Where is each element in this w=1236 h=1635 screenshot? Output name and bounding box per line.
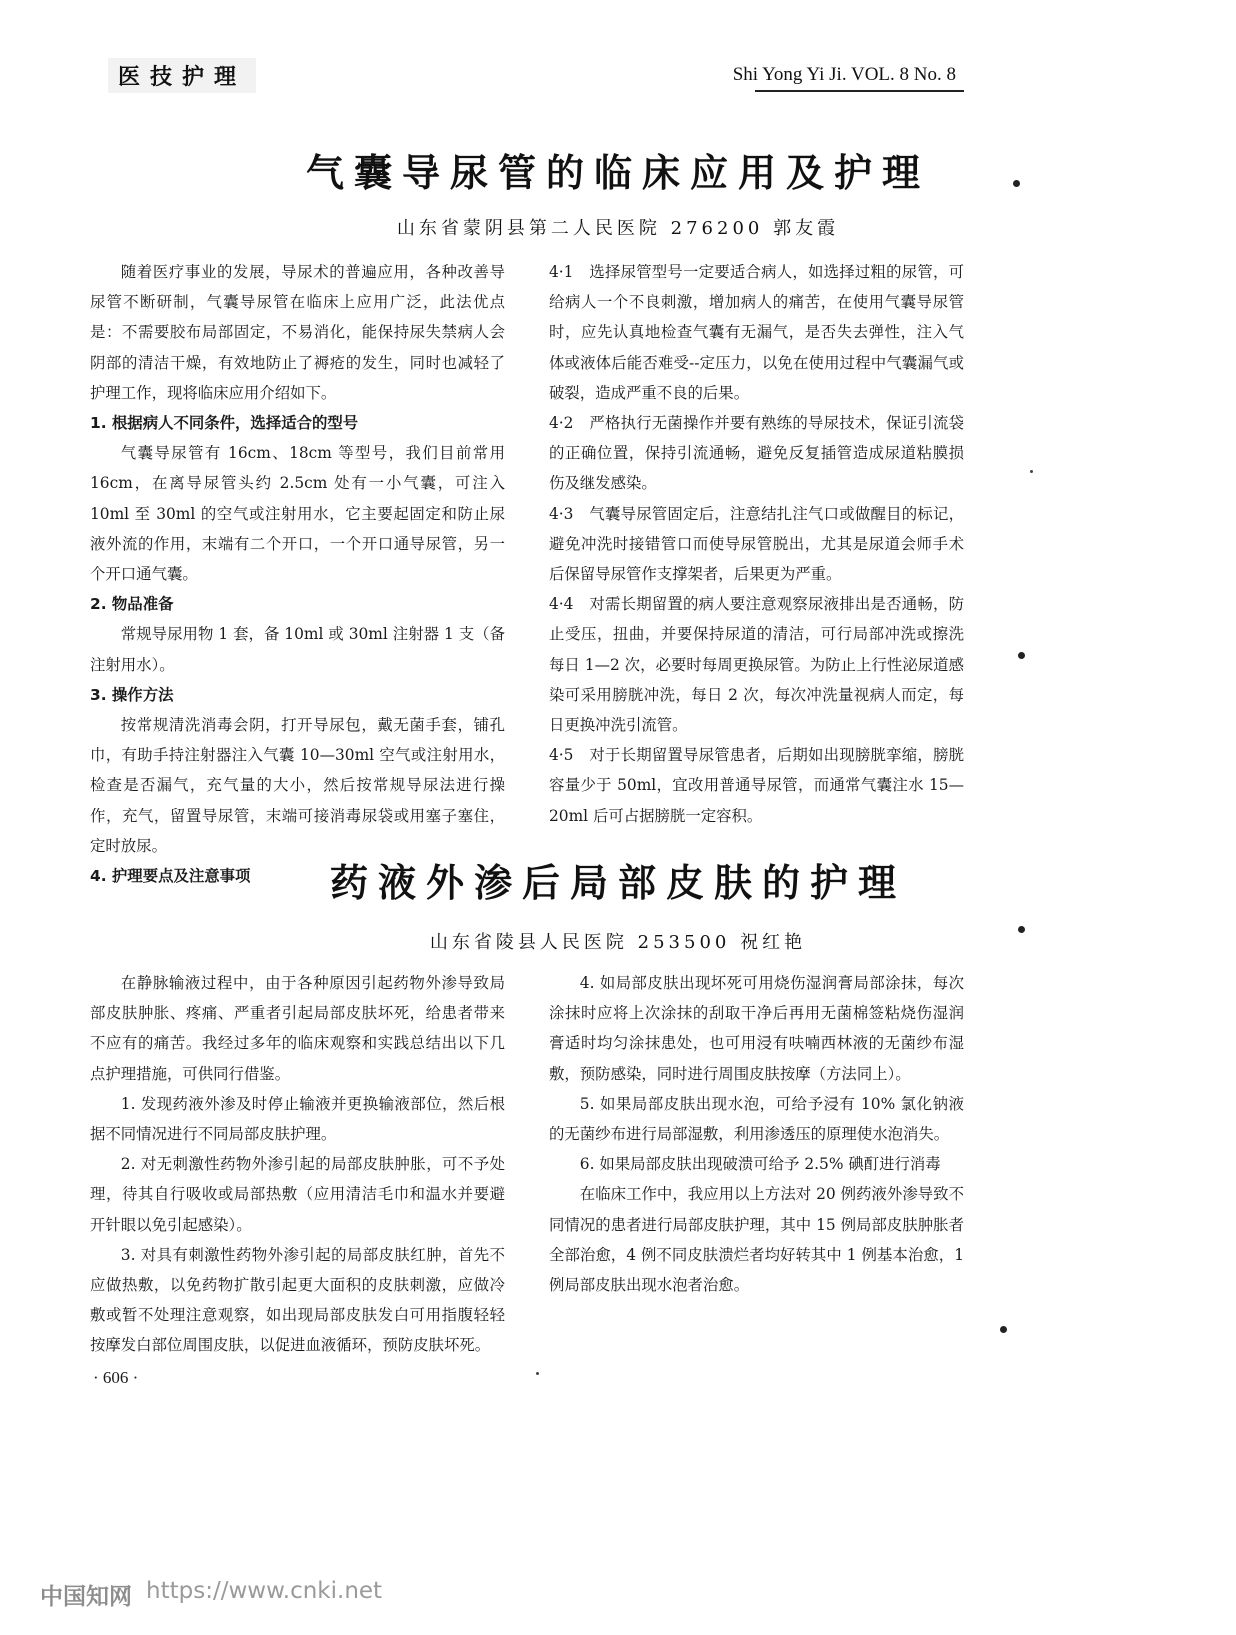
paragraph: 按常规清洗消毒会阴，打开导尿包，戴无菌手套，铺孔巾，有助手持注射器注入气囊 10—30ml 空气或注射用水，检查是否漏气，充气量的大小，然后按常规导尿法进行操作，充气，留置导尿管，末端可接消毒尿袋或用塞子塞住，定时放尿。 xyxy=(90,716,505,855)
watermark xyxy=(40,1578,382,1611)
scan-speck xyxy=(536,1372,539,1375)
section-heading: 1. 根据病人不同条件，选择适合的型号 xyxy=(90,414,359,433)
page-number: · 606 · xyxy=(93,1368,139,1387)
paragraph: 常规导尿用物 1 套，备 10ml 或 30ml 注射器 1 支（备注射用水）。 xyxy=(90,625,505,674)
paragraph: 2. 对无刺激性药物外渗引起的局部皮肤肿胀，可不予处理，待其自行吸收或局部热敷（应用清洁毛巾和温水并要避开针眼以免引起感染）。 xyxy=(90,1155,505,1234)
paragraph: 3. 对具有刺激性药物外渗引起的局部皮肤红肿，首先不应做热敷，以免药物扩散引起更大面积的皮肤刺激，应做冷敷或暂不处理注意观察，如出现局部皮肤发白可用指腹轻轻按摩发白部位周围皮肤，以促进血液循环，预防皮肤坏死。 xyxy=(90,1245,505,1355)
section-label: 医技护理 xyxy=(108,58,256,93)
paragraph: 4. 如局部皮肤出现坏死可用烧伤湿润膏局部涂抹，每次涂抹时应将上次涂抹的刮取干净后再用无菌棉签粘烧伤湿润膏适时均匀涂抹患处，也可用浸有呋喃西林液的无菌纱布湿敷，预防感染，同时进行周围皮肤按摩（方法同上）。 xyxy=(549,974,964,1083)
paragraph: 1. 发现药液外渗及时停止输液并更换输液部位，然后根据不同情况进行不同局部皮肤护理。 xyxy=(90,1094,505,1144)
article2-byline: 山东省陵县人民医院 253500 祝红艳 xyxy=(429,932,807,953)
article1-title: 气囊导尿管的临床应用及护理 xyxy=(305,151,930,195)
article2-title: 药液外渗后局部皮肤的护理 xyxy=(329,861,906,905)
paragraph: 4·4 对需长期留置的病人要注意观察尿液排出是否通畅，防止受压，扭曲，并要保持尿道的清洁，可行局部冲洗或擦洗每日 1—2 次，必要时每周更换尿管。为防止上行性泌尿道感染可采用膀胱冲洗，每日 2 次，每次冲洗量视病人而定，每日更换冲洗引流管。 xyxy=(549,595,964,735)
paragraph: 在静脉输液过程中，由于各种原因引起药物外渗导致局部皮肤肿胀、疼痛、严重者引起局部皮肤坏死，给患者带来不应有的痛苦。我经过多年的临床观察和实践总结出以下几点护理措施，可供同行借鉴。 xyxy=(90,974,505,1083)
paragraph: 在临床工作中，我应用以上方法对 20 例药液外渗导致不同情况的患者进行局部皮肤护理，其中 15 例局部皮肤肿胀者全部治愈，4 例不同皮肤溃烂者均好转其中 1 例基本治愈，1 例局部皮肤出现水泡者治愈。 xyxy=(549,1185,964,1295)
article2-right-column xyxy=(549,968,964,1300)
article1-byline: 山东省蒙阴县第二人民医院 276200 郭友霞 xyxy=(396,218,840,239)
paragraph: 气囊导尿管有 16cm、18cm 等型号，我们目前常用 16cm，在离导尿管头约 2.5cm 处有一小气囊，可注入 10ml 至 30ml 的空气或注射用水，它主要起固定和防止尿液外流的作用，末端有二个开口，一个开口通导尿管，另一个开口通气囊。 xyxy=(90,444,505,584)
section-heading: 4. 护理要点及注意事项 xyxy=(90,867,251,886)
scan-speck xyxy=(1000,1326,1007,1333)
paragraph: 4·3 气囊导尿管固定后，注意结扎注气口或做醒目的标记，避免冲洗时接错管口而使导尿管脱出，尤其是尿道会师手术后保留导尿管作支撑架者，后果更为严重。 xyxy=(549,504,964,584)
paragraph: 4·2 严格执行无菌操作并要有熟练的导尿技术，保证引流袋的正确位置，保持引流通畅，避免反复插管造成尿道粘膜损伤及继发感染。 xyxy=(549,414,964,493)
watermark-logo: 中国知网 xyxy=(40,1584,132,1610)
article2-left-column xyxy=(90,968,505,1361)
scan-speck xyxy=(1018,652,1025,659)
paragraph: 6. 如果局部皮肤出现破溃可给予 2.5% 碘酊进行消毒 xyxy=(579,1155,941,1174)
paragraph: 随着医疗事业的发展，导尿术的普遍应用，各种改善导尿管不断研制，气囊导尿管在临床上应用广泛，此法优点是：不需要胶布局部固定，不易消化，能保持尿失禁病人会阴部的清洁干燥，有效地防止了褥疮的发生，同时也减轻了护理工作，现将临床应用介绍如下。 xyxy=(90,263,505,402)
article1-right-column xyxy=(549,257,964,831)
article1-left-column xyxy=(90,257,505,891)
paragraph: 5. 如果局部皮肤出现水泡，可给予浸有 10% 氯化钠液的无菌纱布进行局部湿敷，利用渗透压的原理使水泡消失。 xyxy=(549,1094,964,1144)
scan-speck xyxy=(1018,926,1025,933)
section-heading: 2. 物品准备 xyxy=(90,595,174,614)
watermark-url: https://www.cnki.net xyxy=(146,1578,383,1604)
scan-speck xyxy=(1013,180,1020,187)
section-heading: 3. 操作方法 xyxy=(90,685,174,704)
journal-reference: Shi Yong Yi Ji. VOL. 8 No. 8 xyxy=(732,64,956,85)
paragraph: 4·1 选择尿管型号一定要适合病人，如选择过粗的尿管，可给病人一个不良刺激，增加病人的痛苦，在使用气囊导尿管时，应先认真地检查气囊有无漏气，是否失去弹性，注入气体或液体后能否难受--定压力，以免在使用过程中气囊漏气或破裂，造成严重不良的后果。 xyxy=(549,263,964,402)
paragraph: 4·5 对于长期留置导尿管患者，后期如出现膀胱挛缩，膀胱容量少于 50ml，宜改用普通导尿管，而通常气囊注水 15—20ml 后可占据膀胱一定容积。 xyxy=(549,746,964,825)
scan-speck xyxy=(1030,470,1033,473)
header-rule xyxy=(755,90,964,92)
